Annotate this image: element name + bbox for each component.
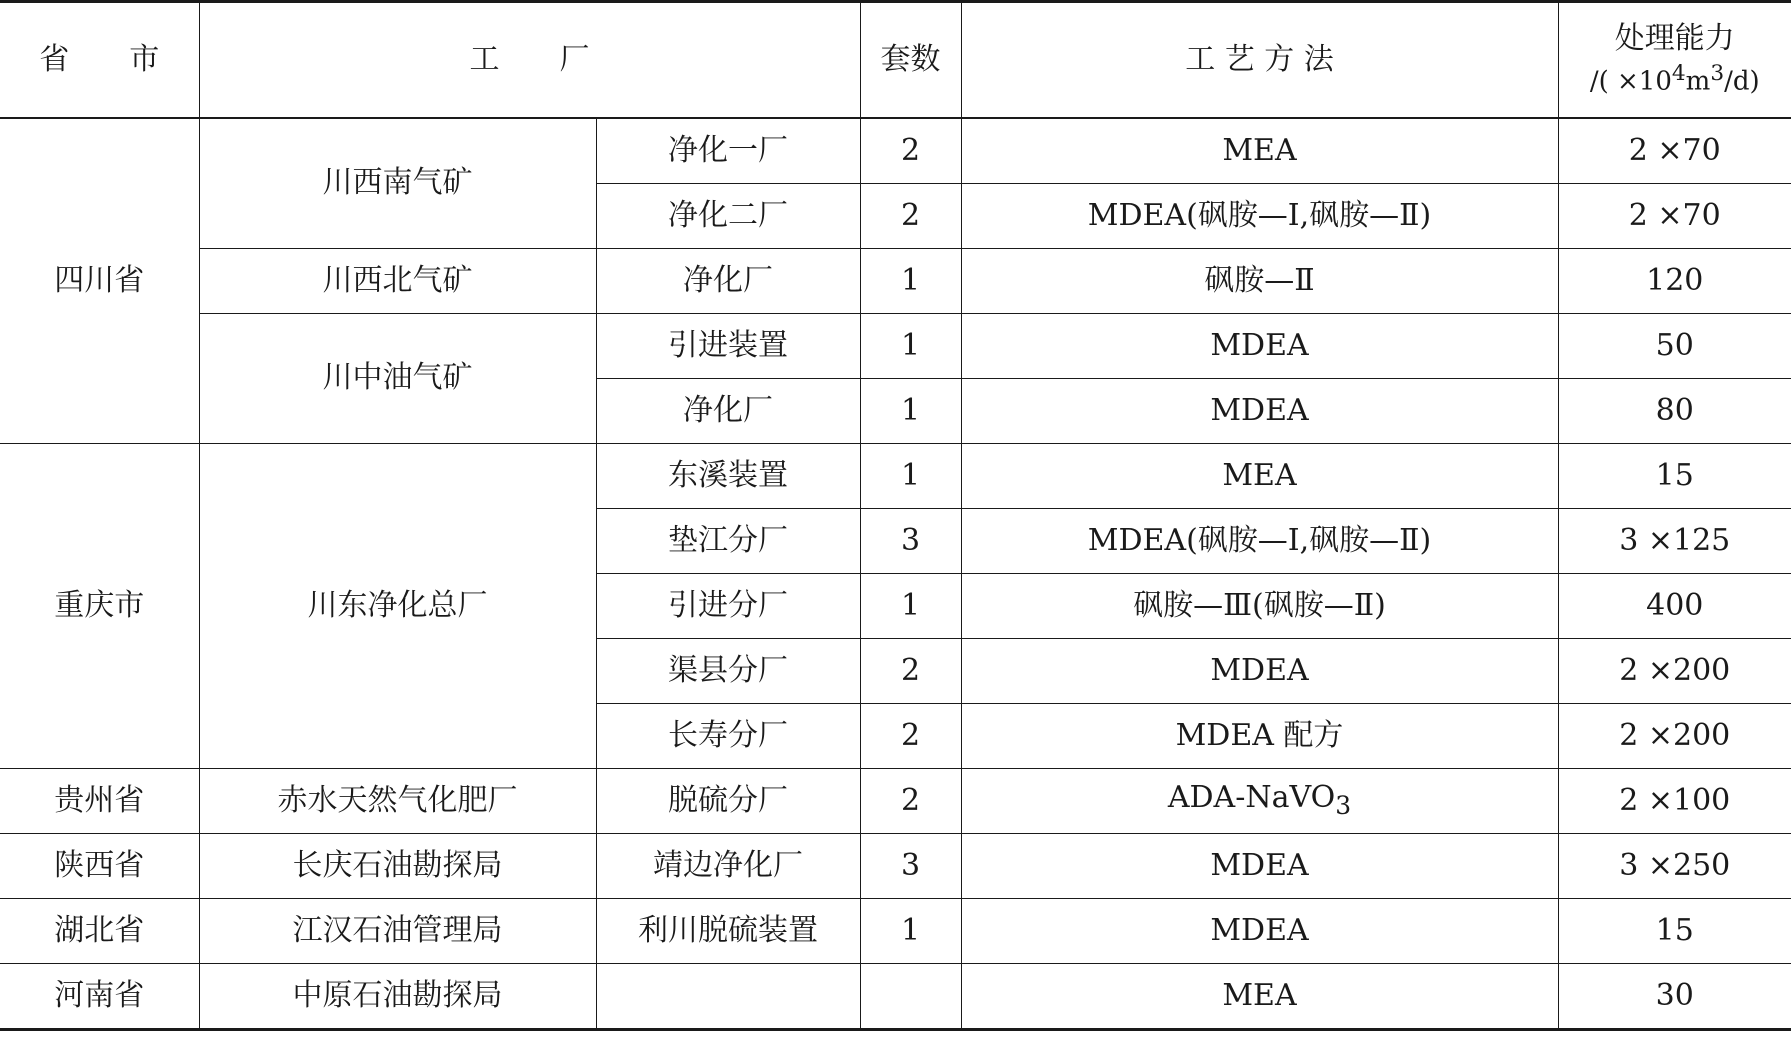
table-row (0, 118, 1791, 184)
process-subscript: 3 (1335, 791, 1352, 821)
process-text: 砜胺—Ⅲ(砜胺—Ⅱ) (1133, 587, 1386, 623)
unit-cell: 净化一厂 (596, 118, 860, 184)
unit-cell: 净化厂 (596, 249, 860, 314)
sets-cell: 2 (860, 639, 961, 704)
capacity-cell: 3 ×250 (1558, 834, 1791, 899)
process-text: MEA (1222, 977, 1297, 1013)
capacity-cell: 3 ×125 (1558, 509, 1791, 574)
capacity-title: 处理能力 (1614, 20, 1735, 56)
capacity-cell: 2 ×100 (1558, 769, 1791, 834)
sets-cell: 2 (860, 704, 961, 769)
unit-cell: 净化厂 (596, 379, 860, 444)
province-cell: 四川省 (0, 118, 199, 444)
capacity-cell: 50 (1558, 314, 1791, 379)
sets-cell: 3 (860, 509, 961, 574)
unit-cell: 脱硫分厂 (596, 769, 860, 834)
process-text: MDEA(砜胺—Ⅰ,砜胺—Ⅱ) (1087, 522, 1432, 558)
process-cell (961, 184, 1558, 249)
unit-cell: 利川脱硫装置 (596, 899, 860, 964)
sets-cell: 1 (860, 899, 961, 964)
unit-cell: 东溪装置 (596, 444, 860, 509)
capacity-cell: 120 (1558, 249, 1791, 314)
factory-cell: 川西南气矿 (199, 118, 596, 249)
process-text: MDEA 配方 (1175, 717, 1344, 753)
sets-cell: 2 (860, 118, 961, 184)
unit-cell (596, 964, 860, 1030)
process-text: MDEA (1210, 652, 1309, 688)
process-cell (961, 964, 1558, 1030)
sets-cell: 3 (860, 834, 961, 899)
factory-cell: 江汉石油管理局 (199, 899, 596, 964)
table-row (0, 834, 1791, 899)
process-cell (961, 314, 1558, 379)
process-cell (961, 509, 1558, 574)
capacity-cell: 80 (1558, 379, 1791, 444)
sets-cell: 1 (860, 379, 961, 444)
sets-cell: 1 (860, 314, 961, 379)
capacity-cell: 30 (1558, 964, 1791, 1030)
process-cell (961, 704, 1558, 769)
process-text: MDEA(砜胺—Ⅰ,砜胺—Ⅱ) (1087, 197, 1432, 233)
process-text: MEA (1222, 457, 1297, 493)
header-sets: 套数 (860, 2, 961, 119)
capacity-cell: 2 ×200 (1558, 639, 1791, 704)
process-cell (961, 639, 1558, 704)
unit-cell: 引进装置 (596, 314, 860, 379)
unit-cell: 靖边净化厂 (596, 834, 860, 899)
table-row (0, 964, 1791, 1030)
capacity-cell: 400 (1558, 574, 1791, 639)
unit-cell: 垫江分厂 (596, 509, 860, 574)
capacity-cell: 2 ×70 (1558, 118, 1791, 184)
process-text: ADA-NaVO (1167, 780, 1336, 816)
header-process: 工 艺 方 法 (961, 2, 1558, 119)
province-cell: 重庆市 (0, 444, 199, 769)
sets-cell: 1 (860, 574, 961, 639)
header-factory: 工 厂 (199, 2, 860, 119)
table-row (0, 769, 1791, 834)
capacity-cell: 2 ×200 (1558, 704, 1791, 769)
factory-cell: 中原石油勘探局 (199, 964, 596, 1030)
process-cell (961, 118, 1558, 184)
process-text: MDEA (1210, 327, 1309, 363)
header-row (0, 2, 1791, 119)
table-header (0, 2, 1791, 119)
sets-cell: 2 (860, 769, 961, 834)
process-text: 砜胺—Ⅱ (1204, 262, 1315, 298)
capacity-cell: 2 ×70 (1558, 184, 1791, 249)
process-text: MDEA (1210, 847, 1309, 883)
header-province: 省 市 (0, 2, 199, 119)
process-cell (961, 834, 1558, 899)
process-text: MDEA (1210, 392, 1309, 428)
table-row (0, 249, 1791, 314)
factory-cell: 川东净化总厂 (199, 444, 596, 769)
factory-cell: 川中油气矿 (199, 314, 596, 444)
sets-cell (860, 964, 961, 1030)
province-cell: 贵州省 (0, 769, 199, 834)
unit-cell: 引进分厂 (596, 574, 860, 639)
province-cell: 河南省 (0, 964, 199, 1030)
sets-cell: 1 (860, 249, 961, 314)
header-capacity (1558, 2, 1791, 119)
unit-cell: 净化二厂 (596, 184, 860, 249)
unit-cell: 长寿分厂 (596, 704, 860, 769)
capacity-cell: 15 (1558, 444, 1791, 509)
process-cell (961, 249, 1558, 314)
table-row (0, 314, 1791, 379)
factory-cell: 川西北气矿 (199, 249, 596, 314)
process-text: MDEA (1210, 912, 1309, 948)
province-cell: 陕西省 (0, 834, 199, 899)
capacity-cell: 15 (1558, 899, 1791, 964)
table-row (0, 899, 1791, 964)
table-body (0, 118, 1791, 1030)
process-cell (961, 899, 1558, 964)
process-cell (961, 574, 1558, 639)
sets-cell: 1 (860, 444, 961, 509)
process-cell (961, 769, 1558, 834)
province-cell: 湖北省 (0, 899, 199, 964)
factory-cell: 赤水天然气化肥厂 (199, 769, 596, 834)
unit-cell: 渠县分厂 (596, 639, 860, 704)
factory-cell: 长庆石油勘探局 (199, 834, 596, 899)
sets-cell: 2 (860, 184, 961, 249)
capacity-unit: /( $\times 10^4m^3/d$) (1589, 61, 1760, 98)
process-cell (961, 379, 1558, 444)
process-text: MEA (1222, 132, 1297, 168)
table-row (0, 444, 1791, 509)
process-cell (961, 444, 1558, 509)
